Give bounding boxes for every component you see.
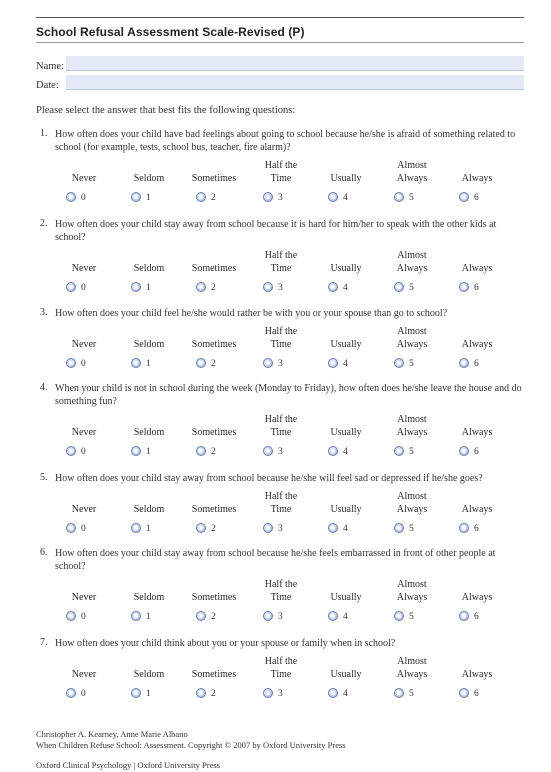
radio-option-4[interactable] xyxy=(328,192,338,202)
option-value: 5 xyxy=(409,283,414,293)
question-number: 5. xyxy=(40,472,48,483)
option-value: 2 xyxy=(211,689,216,699)
form-title: School Refusal Assessment Scale-Revised (P) xyxy=(36,25,305,39)
option-value: 5 xyxy=(409,524,414,534)
footer-authors: Christopher A. Kearney, Anne Marie Albano xyxy=(36,729,188,739)
option-value: 2 xyxy=(211,524,216,534)
radio-option-3[interactable] xyxy=(263,688,273,698)
question-number: 6. xyxy=(40,547,48,558)
radio-option-2[interactable] xyxy=(196,446,206,456)
radio-option-2[interactable] xyxy=(196,611,206,621)
radio-option-0[interactable] xyxy=(66,358,76,368)
option-value: 5 xyxy=(409,612,414,622)
option-label: Never xyxy=(71,339,97,350)
radio-option-6[interactable] xyxy=(459,611,469,621)
option-label: Never xyxy=(71,504,97,515)
option-label: Always xyxy=(396,173,428,184)
option-value: 1 xyxy=(146,283,151,293)
option-label: Always xyxy=(461,504,493,515)
option-label: Time xyxy=(270,669,292,680)
option-label: Usually xyxy=(330,592,362,603)
radio-option-2[interactable] xyxy=(196,192,206,202)
question-text: How often does your child stay away from school because he/she feels embarrassed in front of other people at school? xyxy=(55,548,496,572)
option-label: Seldom xyxy=(133,427,165,438)
option-label: Time xyxy=(270,504,292,515)
option-label: Seldom xyxy=(133,339,165,350)
option-value: 3 xyxy=(278,359,283,369)
radio-option-2[interactable] xyxy=(196,688,206,698)
radio-option-5[interactable] xyxy=(394,611,404,621)
option-label-top: Almost xyxy=(397,160,427,171)
option-label-top: Almost xyxy=(397,326,427,337)
radio-option-0[interactable] xyxy=(66,446,76,456)
option-value: 2 xyxy=(211,447,216,457)
option-value: 6 xyxy=(474,359,479,369)
radio-option-2[interactable] xyxy=(196,358,206,368)
option-label: Seldom xyxy=(133,173,165,184)
option-label: Sometimes xyxy=(191,504,237,515)
option-label-top: Half the xyxy=(264,656,298,667)
option-value: 0 xyxy=(81,447,86,457)
radio-option-3[interactable] xyxy=(263,192,273,202)
option-label: Sometimes xyxy=(191,427,237,438)
question-text: How often does your child stay away from school because he/she will feel sad or depressed if he/she goes? xyxy=(55,473,483,484)
option-label: Always xyxy=(396,339,428,350)
option-value: 1 xyxy=(146,359,151,369)
option-label: Always xyxy=(461,427,493,438)
option-label: Time xyxy=(270,339,292,350)
question-number: 7. xyxy=(40,637,48,648)
option-label: Always xyxy=(461,263,493,274)
question-text: When your child is not in school during the week (Monday to Friday), how often does he/she leave the house and do something fun? xyxy=(55,383,522,407)
option-label: Sometimes xyxy=(191,263,237,274)
radio-option-1[interactable] xyxy=(131,192,141,202)
option-label-top: Almost xyxy=(397,579,427,590)
option-value: 1 xyxy=(146,524,151,534)
option-label-top: Half the xyxy=(264,326,298,337)
option-label: Seldom xyxy=(133,504,165,515)
option-value: 4 xyxy=(343,193,348,203)
option-value: 2 xyxy=(211,283,216,293)
radio-option-3[interactable] xyxy=(263,282,273,292)
option-value: 3 xyxy=(278,689,283,699)
option-label: Sometimes xyxy=(191,339,237,350)
title-rule xyxy=(36,42,524,43)
option-value: 4 xyxy=(343,524,348,534)
option-label: Time xyxy=(270,592,292,603)
option-value: 1 xyxy=(146,689,151,699)
option-label: Usually xyxy=(330,427,362,438)
radio-option-4[interactable] xyxy=(328,523,338,533)
option-value: 6 xyxy=(474,447,479,457)
option-value: 4 xyxy=(343,283,348,293)
option-value: 0 xyxy=(81,193,86,203)
radio-option-0[interactable] xyxy=(66,523,76,533)
option-value: 2 xyxy=(211,193,216,203)
option-value: 3 xyxy=(278,612,283,622)
option-label: Usually xyxy=(330,263,362,274)
radio-option-1[interactable] xyxy=(131,358,141,368)
option-label-top: Almost xyxy=(397,250,427,261)
option-value: 6 xyxy=(474,524,479,534)
option-value: 3 xyxy=(278,193,283,203)
option-value: 6 xyxy=(474,283,479,293)
option-value: 3 xyxy=(278,283,283,293)
option-label-top: Half the xyxy=(264,414,298,425)
radio-option-1[interactable] xyxy=(131,688,141,698)
option-label: Always xyxy=(461,173,493,184)
radio-option-0[interactable] xyxy=(66,192,76,202)
option-label-top: Half the xyxy=(264,250,298,261)
radio-option-3[interactable] xyxy=(263,523,273,533)
option-value: 0 xyxy=(81,689,86,699)
top-rule xyxy=(36,17,524,18)
radio-option-1[interactable] xyxy=(131,523,141,533)
footer-series: Oxford Clinical Psychology | Oxford University Press xyxy=(36,760,220,770)
option-label: Time xyxy=(270,173,292,184)
option-value: 6 xyxy=(474,689,479,699)
option-value: 6 xyxy=(474,612,479,622)
radio-option-3[interactable] xyxy=(263,446,273,456)
option-label: Seldom xyxy=(133,263,165,274)
option-value: 3 xyxy=(278,524,283,534)
radio-option-5[interactable] xyxy=(394,192,404,202)
option-value: 4 xyxy=(343,359,348,369)
option-value: 4 xyxy=(343,447,348,457)
radio-option-6[interactable] xyxy=(459,446,469,456)
option-value: 2 xyxy=(211,359,216,369)
option-label-top: Half the xyxy=(264,579,298,590)
option-value: 5 xyxy=(409,193,414,203)
radio-option-4[interactable] xyxy=(328,282,338,292)
option-value: 1 xyxy=(146,447,151,457)
question-text: How often does your child feel he/she would rather be with you or your spouse than go to school? xyxy=(55,308,448,319)
option-label: Always xyxy=(461,592,493,603)
radio-option-5[interactable] xyxy=(394,282,404,292)
radio-option-1[interactable] xyxy=(131,446,141,456)
radio-option-3[interactable] xyxy=(263,358,273,368)
option-label: Always xyxy=(461,669,493,680)
option-label-top: Half the xyxy=(264,160,298,171)
option-label: Usually xyxy=(330,504,362,515)
radio-option-2[interactable] xyxy=(196,282,206,292)
option-label: Usually xyxy=(330,669,362,680)
radio-option-0[interactable] xyxy=(66,282,76,292)
option-label: Sometimes xyxy=(191,592,237,603)
option-label-top: Almost xyxy=(397,656,427,667)
option-label: Time xyxy=(270,427,292,438)
option-label: Always xyxy=(396,427,428,438)
radio-option-4[interactable] xyxy=(328,358,338,368)
option-label: Never xyxy=(71,592,97,603)
radio-option-5[interactable] xyxy=(394,523,404,533)
option-label-top: Almost xyxy=(397,491,427,502)
date-label: Date: xyxy=(36,80,59,91)
option-label: Always xyxy=(396,504,428,515)
radio-option-6[interactable] xyxy=(459,192,469,202)
option-label: Always xyxy=(396,263,428,274)
option-label: Always xyxy=(461,339,493,350)
radio-option-0[interactable] xyxy=(66,611,76,621)
question-number: 3. xyxy=(40,307,48,318)
radio-option-2[interactable] xyxy=(196,523,206,533)
option-label: Sometimes xyxy=(191,173,237,184)
option-label: Never xyxy=(71,427,97,438)
option-label: Always xyxy=(396,592,428,603)
option-label: Usually xyxy=(330,173,362,184)
option-label: Time xyxy=(270,263,292,274)
radio-option-4[interactable] xyxy=(328,688,338,698)
footer-citation: When Children Refuse School: Assessment. Copyright © 2007 by Oxford University Press xyxy=(36,740,346,750)
question-number: 1. xyxy=(40,128,48,139)
radio-option-1[interactable] xyxy=(131,282,141,292)
date-field[interactable] xyxy=(66,75,524,90)
option-label-top: Half the xyxy=(264,491,298,502)
option-value: 2 xyxy=(211,612,216,622)
radio-option-6[interactable] xyxy=(459,282,469,292)
radio-option-6[interactable] xyxy=(459,523,469,533)
option-value: 3 xyxy=(278,447,283,457)
option-label: Always xyxy=(396,669,428,680)
radio-option-5[interactable] xyxy=(394,688,404,698)
option-label: Usually xyxy=(330,339,362,350)
option-label: Seldom xyxy=(133,592,165,603)
option-value: 5 xyxy=(409,359,414,369)
option-label: Never xyxy=(71,669,97,680)
option-value: 5 xyxy=(409,689,414,699)
option-label: Sometimes xyxy=(191,669,237,680)
radio-option-3[interactable] xyxy=(263,611,273,621)
option-value: 1 xyxy=(146,612,151,622)
radio-option-6[interactable] xyxy=(459,688,469,698)
option-value: 5 xyxy=(409,447,414,457)
question-number: 4. xyxy=(40,382,48,393)
radio-option-4[interactable] xyxy=(328,446,338,456)
option-value: 4 xyxy=(343,612,348,622)
option-value: 0 xyxy=(81,359,86,369)
question-text: How often does your child stay away from school because it is hard for him/her to speak with the other kids at school? xyxy=(55,219,497,243)
option-value: 0 xyxy=(81,524,86,534)
option-label: Never xyxy=(71,263,97,274)
name-field[interactable] xyxy=(66,56,524,71)
radio-option-0[interactable] xyxy=(66,688,76,698)
question-text: How often does your child have bad feelings about going to school because he/she is afraid of something related to school (for example, tests, school bus, teacher, fire alarm)? xyxy=(55,129,516,153)
instructions: Please select the answer that best fits the following questions: xyxy=(36,105,296,116)
question-text: How often does your child think about you or your spouse or family when in school? xyxy=(55,638,396,649)
radio-option-4[interactable] xyxy=(328,611,338,621)
radio-option-5[interactable] xyxy=(394,358,404,368)
option-label: Never xyxy=(71,173,97,184)
option-value: 0 xyxy=(81,612,86,622)
radio-option-6[interactable] xyxy=(459,358,469,368)
option-label: Seldom xyxy=(133,669,165,680)
question-number: 2. xyxy=(40,218,48,229)
option-label-top: Almost xyxy=(397,414,427,425)
option-value: 6 xyxy=(474,193,479,203)
name-label: Name: xyxy=(36,61,64,72)
radio-option-1[interactable] xyxy=(131,611,141,621)
radio-option-5[interactable] xyxy=(394,446,404,456)
option-value: 1 xyxy=(146,193,151,203)
option-value: 0 xyxy=(81,283,86,293)
option-value: 4 xyxy=(343,689,348,699)
